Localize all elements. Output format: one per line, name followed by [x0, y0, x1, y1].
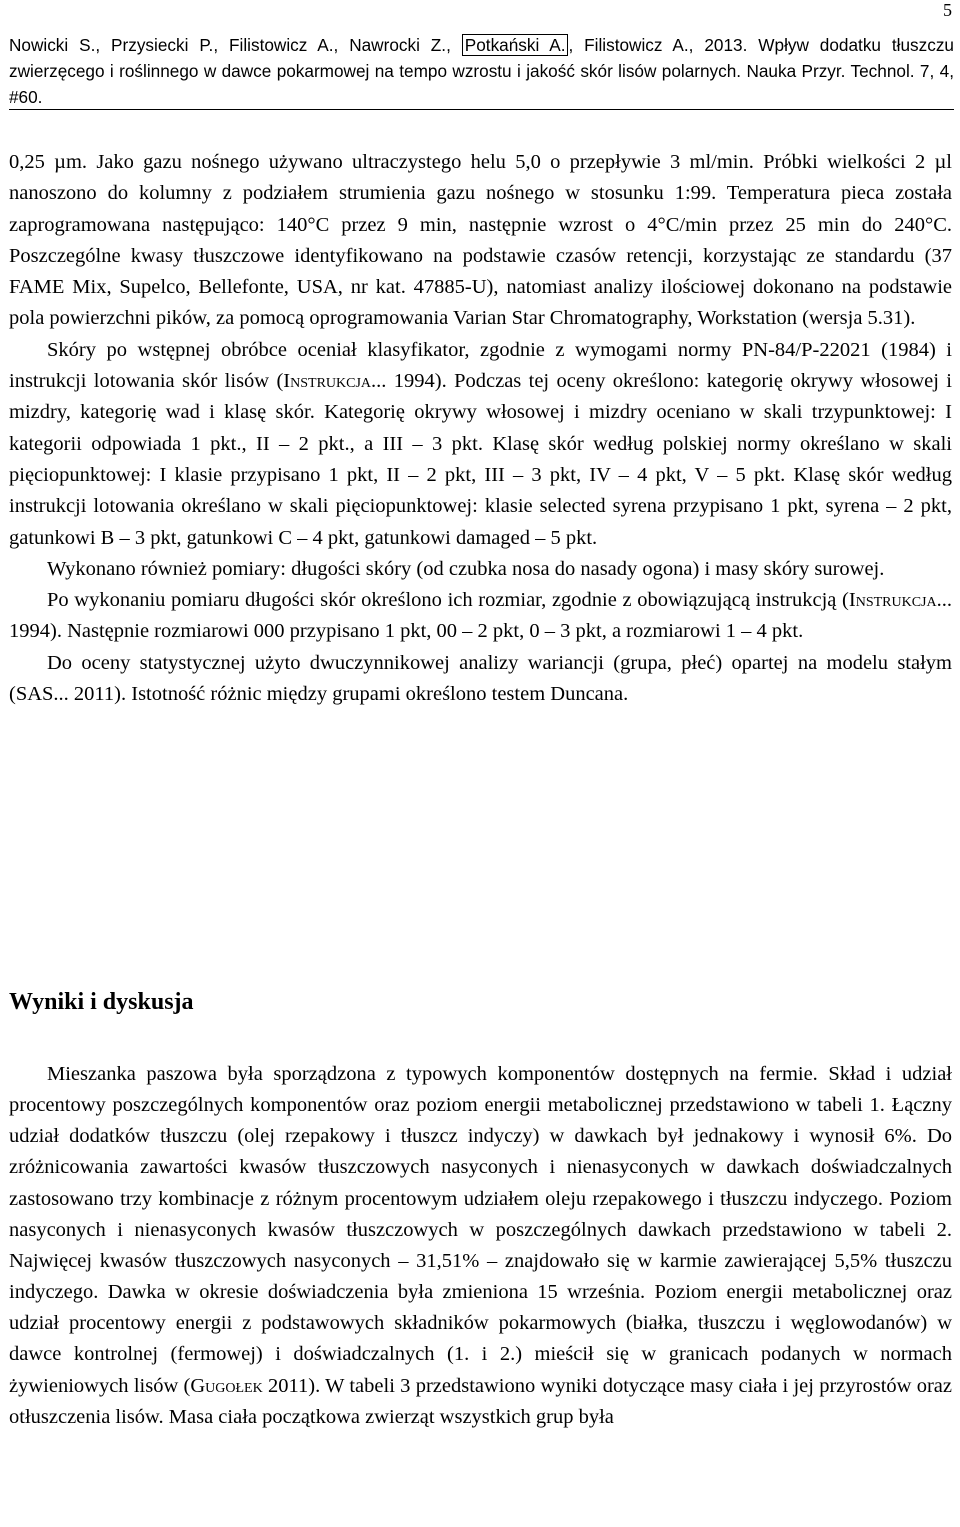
- paragraph: Po wykonaniu pomiaru długości skór określono ich rozmiar, zgodnie z obowiązującą instrukcją (Instrukcja... 1994). Następnie rozmiarowi 000 przypisano 1 pkt, 00 – 2 pkt, 0 – 3 pkt, a rozmiarowi 1 – 4 pkt.: [9, 589, 952, 643]
- reference-name: Instrukcja: [283, 370, 372, 393]
- header-rule: [9, 109, 954, 110]
- citation-authors: Nowicki S., Przysiecki P., Filistowicz A., Nawrocki Z.,: [9, 35, 462, 55]
- methods-text: [9, 147, 952, 710]
- page-number: 5: [943, 0, 952, 20]
- highlighted-author: Potkański A.: [462, 34, 569, 56]
- reference-name: Instrukcja: [848, 589, 937, 612]
- paragraph: Do oceny statystycznej użyto dwuczynnikowej analizy wariancji (grupa, płeć) opartej na modelu stałym (SAS... 2011). Istotność różnic między grupami określono testem Duncana.: [9, 651, 952, 706]
- paragraph: 0,25 µm. Jako gazu nośnego używano ultraczystego helu 5,0 o przepływie 3 ml/min. Próbki wielkości 2 µl nanoszono do kolumny z podziałem strumienia gazu nośnego w stosunku 1:99. Temperatura pieca została zaprogramowana następująco: 140°C przez 9 min, następnie wzrost o 4°C/min przez 25 min do 240°C. Poszczególne kwasy tłuszczowe identyfikowano na podstawie czasów retencji, korzystając ze standardu (37 FAME Mix, Supelco, Bellefonte, USA, nr kat. 47885-U), natomiast analizy ilościowej dokonano na podstawie pola powierzchni pików, za pomocą oprogramowania Varian Star Chromatography, Workstation (wersja 5.31).: [9, 151, 952, 330]
- paragraph: Mieszanka paszowa była sporządzona z typowych komponentów dostępnych na fermie. Skład i udział procentowy poszczególnych komponentów oraz poziom energii metabolicznej przedstawiono w tabeli 1. Łączny udział dodatków tłuszczu (olej rzepakowy i tłuszcz indyczy) w dawkach był jednakowy i wynosił 6%. Do zróżnicowania zawartości kwasów tłuszczowych nasyconych i nienasyconych w dawkach doświadczalnych zastosowano trzy kombinacje z różnym procentowym udziałem oleju rzepakowego i tłuszczu indyczego. Poziom nasyconych i nienasyconych kwasów tłuszczowych w poszczególnych dawkach przedstawiono w tabeli 2. Najwięcej kwasów tłuszczowych nasyconych – 31,51% – znajdowało się w karmie zawierającej 5,5% tłuszczu indyczego. Dawka w okresie doświadczenia była zmieniona 15 września. Poziom energii metabolicznej oraz udział procentowy energii z podstawowych składników pokarmowych (białka, tłuszczu i węglowodanów) w dawce kontrolnej (fermowej) i doświadczalnych (1. i 2.) mieścił się w granicach podanych w normach żywieniowych lisów (Gugołek 2011). W tabeli 3 przedstawiono wyniki dotyczące masy ciała i jej przyrostów oraz otłuszczenia lisów. Masa ciała początkowa zwierząt wszystkich grup była: [9, 1063, 952, 1428]
- citation-header: [9, 32, 954, 110]
- paragraph: Wykonano również pomiary: długości skóry (od czubka nosa do nasady ogona) i masy skóry surowej.: [47, 557, 885, 580]
- results-text: [9, 1059, 952, 1433]
- paragraph: Skóry po wstępnej obróbce oceniał klasyfikator, zgodnie z wymogami normy PN-84/P-22021 (1984) i instrukcji lotowania skór lisów (Instrukcja... 1994). Podczas tej oceny określono: kategorię okrywy włosowej i mizdry, kategorię wad i klasę skór. Kategorię okrywy włosowej i mizdry oceniano w skali trzypunktowej: I kategorii odpowiada 1 pkt., II – 2 pkt., a III – 3 pkt. Klasę skór według polskiej normy określano w skali pięciopunktowej: I klasie przypisano 1 pkt, II – 2 pkt, III – 3 pkt, IV – 4 pkt, V – 5 pkt. Klasę skór według instrukcji lotowania określano w skali pięciopunktowej: klasie selected syrena przypisano 1 pkt, syrena – 2 pkt, gatunkowi B – 3 pkt, gatunkowi C – 4 pkt, gatunkowi damaged – 5 pkt.: [9, 338, 952, 549]
- reference-name: Gugołek: [190, 1374, 263, 1397]
- section-heading: Wyniki i dyskusja: [9, 989, 194, 1015]
- citation-rest: , Filistowicz A., 2013. Wpływ dodatku tłuszczu zwierzęcego i roślinnego w dawce pokarmowej na tempo wzrostu i jakość skór lisów polarnych. Nauka Przyr. Technol. 7, 4, #60.: [9, 35, 954, 107]
